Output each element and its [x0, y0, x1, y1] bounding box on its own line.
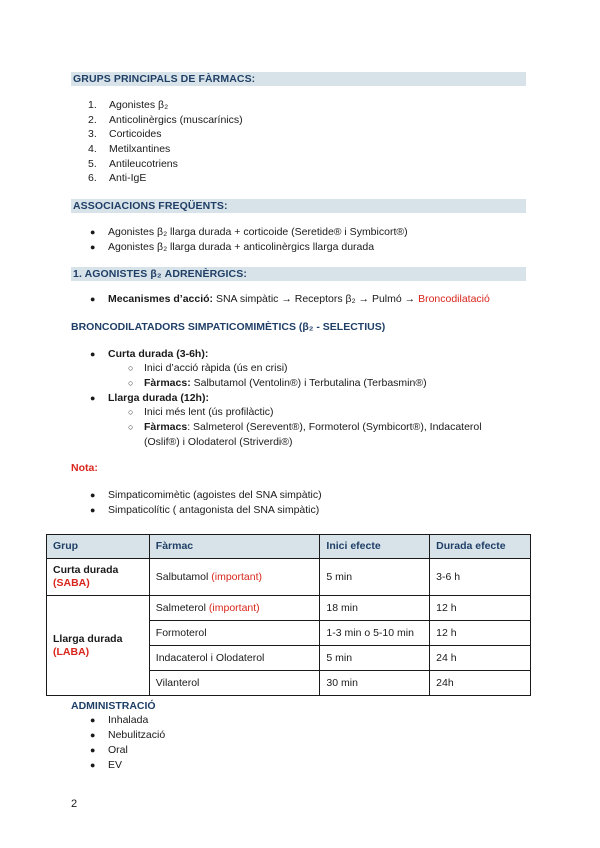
list-text: Simpaticomimètic (agoistes del SNA simpàtic): [108, 489, 322, 501]
agonists-heading: 1. AGONISTES β₂ ADRENÈRGICS:: [71, 267, 526, 281]
drug-name: Salmeterol: [155, 601, 206, 614]
drugs-text: Salbutamol (Ventolin®) i Terbutalina (Terbasmin®): [190, 377, 427, 389]
group-cell: [47, 596, 150, 696]
drug-name: Salbutamol: [155, 570, 209, 583]
list-text: EV: [108, 759, 123, 771]
list-text: Nebulització: [108, 729, 166, 741]
bullet-icon: ●: [90, 393, 96, 403]
list-text: Anti-IgE: [109, 172, 147, 185]
list-item: [90, 347, 208, 361]
list-number: 5.: [88, 157, 97, 170]
group-name: Curta durada: [53, 564, 119, 576]
table-header: Fàrmac: [149, 535, 320, 559]
table-row: [47, 596, 531, 621]
bullet-icon: ●: [90, 745, 96, 755]
list-text: Oral: [108, 744, 128, 756]
list-item: [90, 292, 490, 306]
group-abbr: (LABA): [53, 645, 90, 658]
list-item: [128, 361, 427, 376]
list-text: Inici d’acció ràpida (ús en crisi): [144, 362, 288, 374]
drug-cell: Formoterol: [149, 621, 320, 646]
list-item: [90, 728, 165, 743]
short-acting-label: Curta durada (3-6h):: [108, 348, 209, 360]
duration-cell: 3-6 h: [430, 559, 531, 596]
bullet-icon: ●: [90, 760, 96, 770]
page-number: 2: [71, 798, 78, 810]
list-text: Corticoides: [109, 128, 162, 141]
duration-cell: 24h: [430, 671, 531, 696]
table-header: Grup: [47, 535, 150, 559]
circle-bullet-icon: ○: [128, 422, 134, 432]
list-text: Anticolinèrgics (muscarínics): [109, 113, 243, 126]
mechanism-label: Mecanismes d’acció:: [108, 293, 214, 305]
onset-cell: 30 min: [320, 671, 430, 696]
list-text: Inici més lent (ús profilàctic): [144, 406, 274, 418]
list-item: [88, 127, 243, 142]
duration-cell: 12 h: [430, 621, 531, 646]
long-acting-label: Llarga durada (12h):: [108, 392, 209, 404]
short-acting-sublist: [128, 361, 427, 391]
drug-cell: Vilanterol: [149, 671, 320, 696]
bullet-icon: ●: [90, 504, 96, 515]
group-abbr: (SABA): [53, 577, 90, 589]
list-item: [90, 225, 408, 240]
drugs-label: Fàrmacs: [144, 421, 188, 433]
list-number: 6.: [88, 172, 97, 185]
drug-cell: [149, 559, 320, 596]
groups-list: [88, 98, 243, 186]
administration-list: [90, 713, 165, 773]
table-row: [47, 559, 531, 596]
associations-list: [90, 225, 408, 254]
groups-heading: GRUPS PRINCIPALS DE FÀRMACS:: [71, 72, 526, 86]
circle-bullet-icon: ○: [128, 363, 134, 373]
table-header-row: [47, 535, 531, 559]
drugs-label: Fàrmacs:: [144, 377, 191, 389]
list-item: [90, 240, 408, 255]
table-header: Inici efecte: [320, 535, 430, 559]
list-text: Antileucotriens: [109, 157, 178, 170]
duration-cell: 12 h: [430, 596, 531, 621]
bullet-icon: ●: [90, 730, 96, 740]
circle-bullet-icon: ○: [128, 378, 134, 388]
drugs-text: : Salmeterol (Serevent®), Formoterol (Symbicort®), Indacaterol (Oslif®) i Olodaterol (Striverdi®): [144, 421, 482, 448]
bronchodilators-heading: BRONCODILATADORS SIMPATICOMIMÈTICS (β₂ - SELECTIUS): [71, 321, 386, 333]
list-number: 3.: [88, 128, 97, 141]
list-number: 2.: [88, 113, 97, 126]
long-acting-sublist: [128, 405, 528, 450]
group-name: Llarga durada: [53, 632, 123, 645]
list-item: [90, 391, 209, 405]
drug-table: [46, 534, 531, 696]
list-text: Agonistes β₂ llarga durada + corticoide (Seretide® i Symbicort®): [108, 226, 408, 238]
list-text: Agonistes β₂ llarga durada + anticolinèrgics llarga durada: [108, 240, 375, 253]
mechanism-text: SNA simpàtic → Receptors β₂ → Pulmó →: [213, 293, 419, 305]
list-item: [90, 758, 165, 773]
list-item: [128, 420, 528, 450]
mechanism-list: [90, 292, 490, 306]
list-text: Metilxantines: [109, 142, 171, 155]
onset-cell: 1-3 min o 5-10 min: [320, 621, 430, 646]
duration-cell: 24 h: [430, 646, 531, 671]
note-list: [90, 488, 322, 517]
important-tag: (important): [211, 570, 263, 583]
mechanism-result: Broncodilatació: [418, 293, 490, 305]
list-item: [88, 98, 243, 113]
onset-cell: 18 min: [320, 596, 430, 621]
list-item: [128, 376, 427, 391]
note-heading: Nota:: [71, 462, 98, 474]
list-text: Simpaticolític ( antagonista del SNA simpàtic): [108, 503, 320, 516]
group-cell: [47, 559, 150, 596]
important-tag: (important): [208, 601, 260, 614]
drug-cell: Indacaterol i Olodaterol: [149, 646, 320, 671]
list-text: Agonistes β₂: [109, 99, 169, 112]
onset-cell: 5 min: [320, 559, 430, 596]
onset-cell: 5 min: [320, 646, 430, 671]
bullet-icon: ●: [90, 227, 96, 237]
bullet-icon: ●: [90, 294, 96, 304]
list-item: [88, 156, 243, 171]
list-item: [128, 405, 528, 420]
associations-heading: ASSOCIACIONS FREQÜENTS:: [71, 199, 526, 213]
drug-cell: [149, 596, 320, 621]
list-item: [90, 503, 322, 518]
list-item: [88, 113, 243, 128]
list-item: [90, 743, 165, 758]
list-item: [88, 171, 243, 186]
long-acting-item: [90, 391, 209, 405]
list-item: [88, 142, 243, 157]
bullet-icon: ●: [90, 241, 96, 252]
bullet-icon: ●: [90, 715, 96, 725]
list-text: Inhalada: [108, 714, 149, 726]
bullet-icon: ●: [90, 349, 96, 359]
list-number: 1.: [88, 99, 97, 112]
circle-bullet-icon: ○: [128, 407, 134, 417]
list-item: [90, 713, 165, 728]
administration-heading: ADMINISTRACIÓ: [71, 700, 156, 712]
bullet-icon: ●: [90, 490, 96, 500]
short-acting-item: [90, 347, 208, 361]
list-number: 4.: [88, 142, 97, 155]
list-item: [90, 488, 322, 503]
table-header: Durada efecte: [430, 535, 531, 559]
